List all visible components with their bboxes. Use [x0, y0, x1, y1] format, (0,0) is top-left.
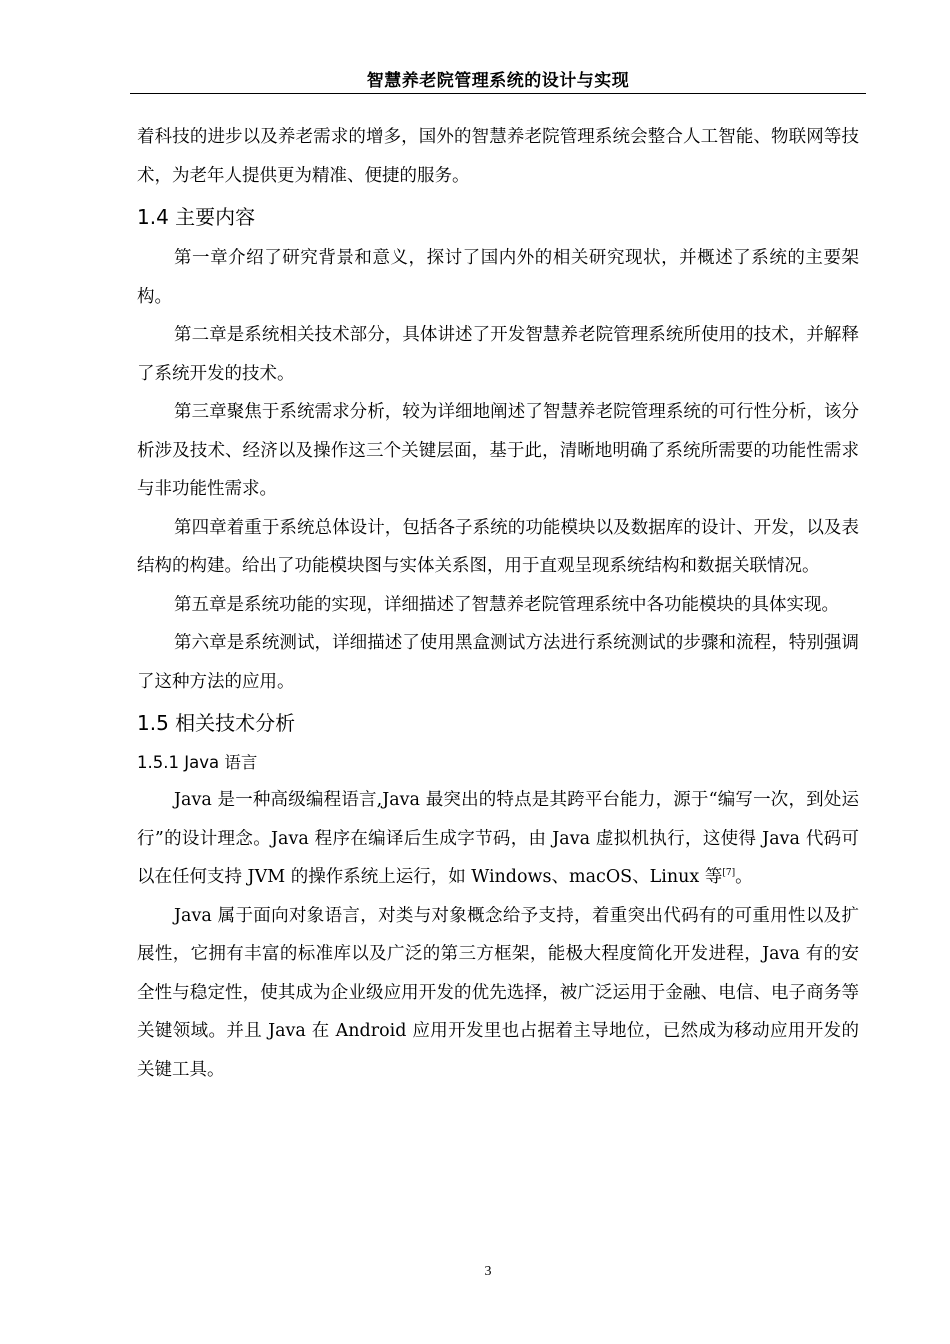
- section-heading-1-4: 1.4 主要内容: [137, 205, 256, 229]
- java-paragraph-1-end: 。: [735, 867, 753, 887]
- chapter-5-summary: 第五章是系统功能的实现，详细描述了智慧养老院管理系统中各功能模块的具体实现。: [174, 594, 839, 615]
- chapter-6-summary: 第六章是系统测试，详细描述了使用黑盒测试方法进行系统测试的步骤和流程，特别强调了这种方法的应用。: [137, 633, 859, 692]
- chapter-4-summary: 第四章着重于系统总体设计，包括各子系统的功能模块以及数据库的设计、开发，以及表结构的构建。给出了功能模块图与实体关系图，用于直观呈现系统结构和数据关联情况。: [137, 517, 859, 576]
- subsection-heading-1-5-1: 1.5.1 Java 语言: [137, 753, 258, 772]
- chapter-3-summary: 第三章聚焦于系统需求分析，较为详细地阐述了智慧养老院管理系统的可行性分析，该分析涉及技术、经济以及操作这三个关键层面，基于此，清晰地明确了系统所需要的功能性需求与非功能性需求。: [137, 402, 859, 499]
- intro-paragraph: 着科技的进步以及养老需求的增多，国外的智慧养老院管理系统会整合人工智能、物联网等技术，为老年人提供更为精准、便捷的服务。: [137, 127, 859, 186]
- section-heading-1-5: 1.5 相关技术分析: [137, 711, 296, 735]
- page-number: 3: [484, 1264, 492, 1279]
- chapter-2-summary: 第二章是系统相关技术部分，具体讲述了开发智慧养老院管理系统所使用的技术，并解释了系统开发的技术。: [137, 325, 859, 384]
- java-paragraph-2: Java 属于面向对象语言，对类与对象概念给予支持，着重突出代码有的可重用性以及扩展性，它拥有丰富的标准库以及广泛的第三方框架，能极大程度简化开发进程，Java 有的安全性与稳定性，使其成为企业级应用开发的优先选择，被广泛运用于金融、电信、电子商务等关键领域。并且 Java 在 Android 应用开发里也占据着主导地位，已然成为移动应用开发的关键工具。: [137, 905, 859, 1080]
- chapter-1-summary: 第一章介绍了研究背景和意义，探讨了国内外的相关研究现状，并概述了系统的主要架构。: [137, 248, 859, 307]
- running-header: 智慧养老院管理系统的设计与实现: [366, 71, 630, 91]
- java-paragraph-1: [137, 781, 859, 897]
- citation-7: [7]: [722, 868, 736, 879]
- page-body: [137, 118, 859, 1089]
- java-paragraph-1-text: Java 是一种高级编程语言,Java 最突出的特点是其跨平台能力，源于“编写一次，到处运行”的设计理念。Java 程序在编译后生成字节码，由 Java 虚拟机执行，这使得 Java 代码可以在任何支持 JVM 的操作系统上运行，如 Windows、macOS、Linux 等: [137, 790, 859, 887]
- header-rule: [130, 93, 866, 94]
